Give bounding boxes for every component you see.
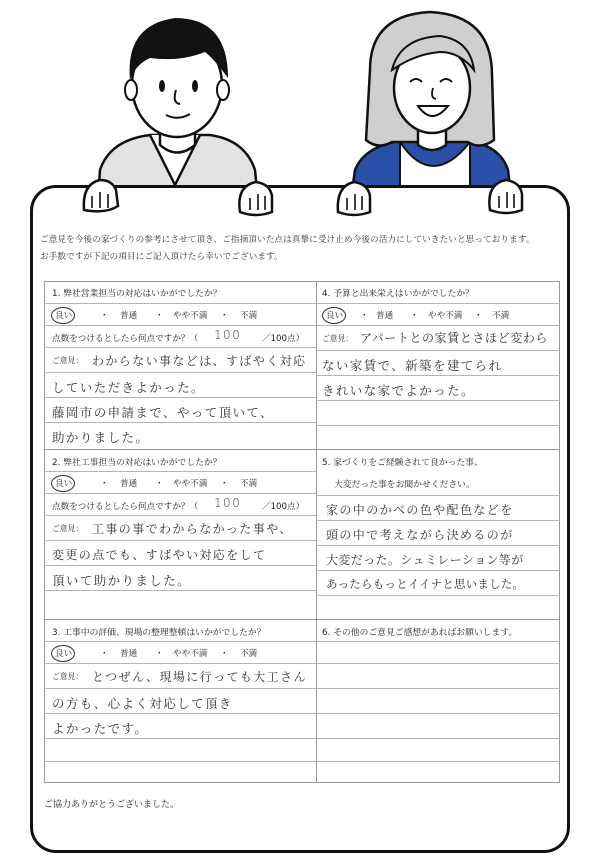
intro-line-2: お手数ですが下記の項目にご記入頂けたら幸いでございます。 <box>40 252 283 262</box>
q5-comment-line-2[interactable]: 頭の中で考えながら決めるのが <box>326 528 514 542</box>
q4-comment-line-3[interactable]: きれいな家でよかった。 <box>322 383 475 398</box>
q2-option-dissatisfied[interactable]: 不満 <box>240 479 258 489</box>
q3-sep-3: ・ <box>220 649 229 659</box>
q2-score-prompt: 点数をつけるとしたら何点ですか？（ <box>52 502 199 512</box>
q5-title-line-2: 大変だった事をお聞かせください。 <box>334 480 475 490</box>
q1-comment-line-1[interactable]: わからない事などは、すばやく対応 <box>92 354 307 368</box>
q2-comment-line-3[interactable]: 頂いて助かりました。 <box>52 573 192 588</box>
q3-comment-line-2[interactable]: の方も、心よく対応して頂き <box>52 696 233 711</box>
q2-sep-2: ・ <box>155 479 164 489</box>
q1-sep-2: ・ <box>155 311 164 321</box>
q1-score-prompt: 点数をつけるとしたら何点ですか？（ <box>52 334 199 344</box>
q1-sep-3: ・ <box>220 311 229 321</box>
q4-sep-3: ・ <box>474 311 483 321</box>
intro-line-1: ご意見を今後の家づくりの参考にさせて頂き、ご指摘頂いた点は真摯に受け止め今後の活力にしていきたいと思っております。 <box>40 235 535 245</box>
q3-title: 3. 工事中の評価、現場の整理整頓はいかがでしたか？ <box>52 628 266 638</box>
q3-comment-line-1[interactable]: とつぜん、現場に行っても大工さん <box>92 670 307 684</box>
q3-sep-2: ・ <box>155 649 164 659</box>
q2-comment-line-2[interactable]: 変更の点でも、すばやい対応をして <box>52 548 267 562</box>
q5-comment-line-3[interactable]: 大変だった。シュミレーション等が <box>326 553 524 567</box>
q5-title: 5. 家づくりをご経験されて良かった事、 <box>322 458 483 468</box>
footer-thanks: ご協力ありがとうございました。 <box>44 800 180 810</box>
q3-comment-label: ご意見： <box>52 672 84 681</box>
q6-title: 6. その他のご意見ご感想があればお願いします。 <box>322 628 518 638</box>
q2-title: 2. 弊社工事担当の対応はいかがでしたか？ <box>52 458 222 468</box>
q3-comment-line-3[interactable]: よかったです。 <box>52 721 149 736</box>
q2-comment-label: ご意見： <box>52 524 84 533</box>
q3-sep-1: ・ <box>100 649 109 659</box>
q2-score-value[interactable]: 100 <box>214 496 242 510</box>
q1-option-dissatisfied[interactable]: 不満 <box>240 311 258 321</box>
q1-score-suffix: ／100点） <box>262 334 305 344</box>
q4-option-normal[interactable]: 普通 <box>376 311 394 321</box>
q1-title: 1. 弊社営業担当の対応はいかがでしたか？ <box>52 289 222 299</box>
q1-comment-line-4[interactable]: 助かりました。 <box>52 430 150 445</box>
q3-option-slightly-dissatisfied[interactable]: やや不満 <box>173 649 208 659</box>
q4-option-good[interactable]: 良い <box>326 311 344 321</box>
q2-option-normal[interactable]: 普通 <box>120 479 138 489</box>
q4-title: 4. 予算と出来栄えはいかがでしたか？ <box>322 289 474 299</box>
q4-option-dissatisfied[interactable]: 不満 <box>492 311 510 321</box>
q4-option-slightly-dissatisfied[interactable]: やや不満 <box>428 311 463 321</box>
q4-comment-label: ご意見： <box>322 334 354 343</box>
q5-comment-line-4[interactable]: あったらもっとイイナと思いました。 <box>326 577 525 591</box>
q1-comment-line-3[interactable]: 藤岡市の申請まで、やって頂いて、 <box>52 405 274 420</box>
q2-option-slightly-dissatisfied[interactable]: やや不満 <box>173 479 208 489</box>
q5-comment-line-1[interactable]: 家の中のかべの色や配色などを <box>326 503 514 517</box>
q4-sep-2: ・ <box>410 311 419 321</box>
q2-sep-1: ・ <box>100 479 109 489</box>
q1-comment-label: ご意見： <box>52 356 84 365</box>
q1-option-slightly-dissatisfied[interactable]: やや不満 <box>173 311 208 321</box>
q2-comment-line-1[interactable]: 工事の事でわからなかった事や、 <box>92 522 293 536</box>
q2-option-good[interactable]: 良い <box>55 479 73 489</box>
column-divider <box>316 281 317 783</box>
q1-option-normal[interactable]: 普通 <box>120 311 138 321</box>
q4-comment-line-2[interactable]: ない家賃で、新築を建てられ <box>322 358 503 373</box>
q1-comment-line-2[interactable]: していただきよかった。 <box>52 380 205 395</box>
q1-sep-1: ・ <box>100 311 109 321</box>
q3-option-normal[interactable]: 普通 <box>120 649 138 659</box>
q1-option-good[interactable]: 良い <box>55 311 73 321</box>
q4-comment-line-1[interactable]: アパートとの家賃とさほど変わら <box>360 331 549 345</box>
q2-sep-3: ・ <box>220 479 229 489</box>
q4-sep-1: ・ <box>360 311 369 321</box>
q1-score-value[interactable]: 100 <box>214 328 242 342</box>
q3-option-good[interactable]: 良い <box>55 649 73 659</box>
q2-score-suffix: ／100点） <box>262 502 305 512</box>
q3-option-dissatisfied[interactable]: 不満 <box>240 649 258 659</box>
